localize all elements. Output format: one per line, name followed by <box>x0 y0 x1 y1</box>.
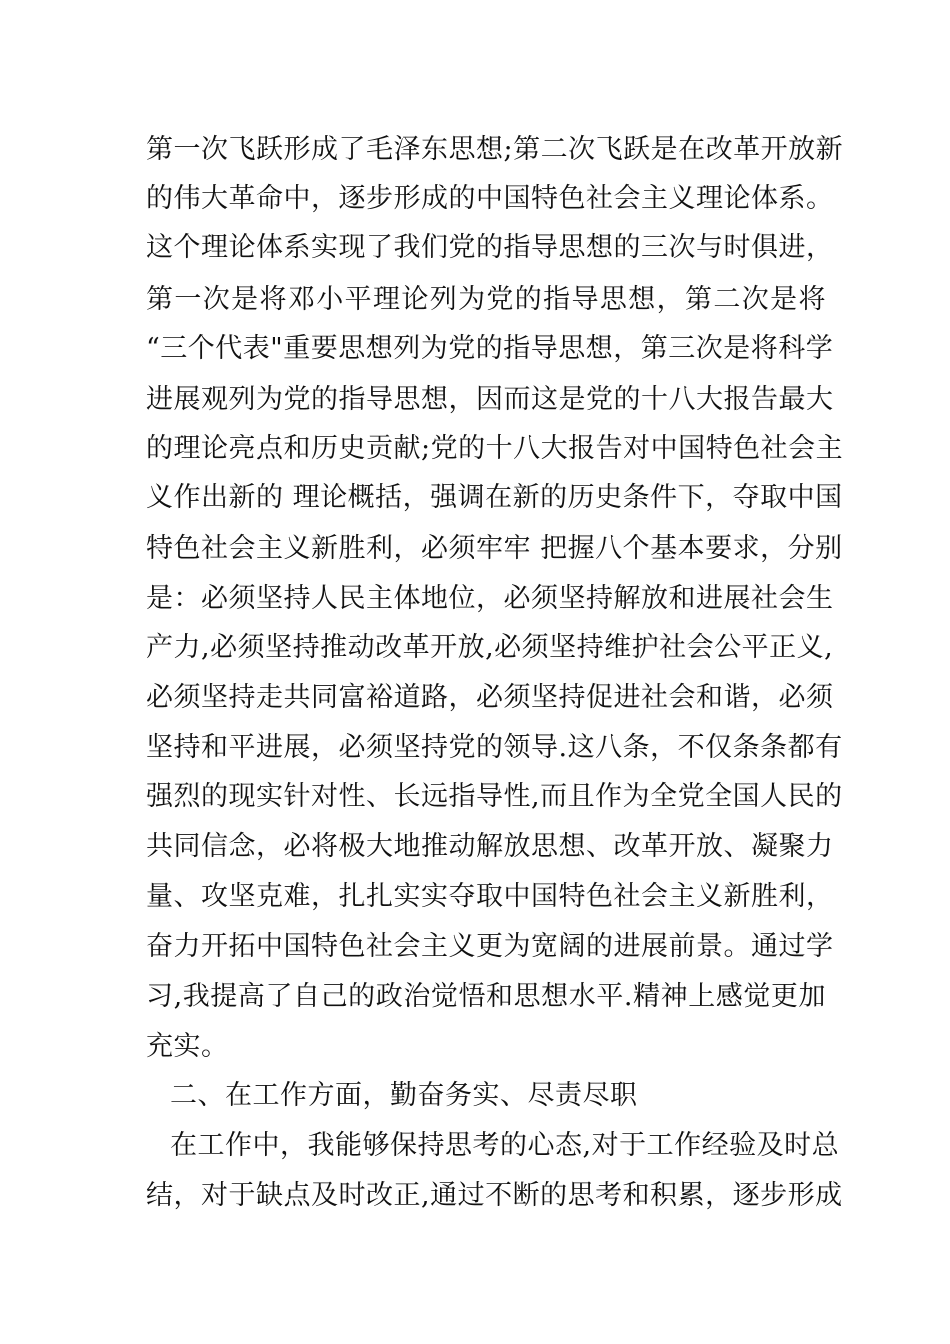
text-line: 是：必须坚持人民主体地位，必须坚持解放和进展社会生 <box>146 583 834 614</box>
text-line: 这个理论体系实现了我们党的指导思想的三次与时俱进， <box>146 232 834 263</box>
text-line: 的伟大革命中，逐步形成的中国特色社会主义理论体系。 <box>146 183 834 214</box>
text-line: 充实。 <box>146 1031 229 1062</box>
text-line: 在工作中，我能够保持思考的心态,对于工作经验及时总 <box>170 1130 840 1161</box>
text-line: 习,我提高了自己的政治觉悟和思想水平.精神上感觉更加 <box>146 981 826 1012</box>
text-line: 特色社会主义新胜利，必须牢牢 把握八个基本要求，分别 <box>146 533 843 564</box>
text-line: 奋力开拓中国特色社会主义更为宽阔的进展前景。通过学 <box>146 931 834 962</box>
text-line: 第一次是将邓小平理论列为党的指导思想，第二次是将 <box>146 284 826 315</box>
text-line: 的理论亮点和历史贡献;党的十八大报告对中国特色社会主 <box>146 433 844 464</box>
text-line: 义作出新的 理论概括，强调在新的历史条件下，夺取中国 <box>146 482 843 513</box>
text-line: 共同信念，必将极大地推动解放思想、改革开放、凝聚力 <box>146 831 834 862</box>
text-line: “三个代表"重要思想列为党的指导思想，第三次是将科学 <box>146 333 834 364</box>
text-line: 坚持和平进展，必须坚持党的领导.这八条，不仅条条都有 <box>146 732 843 763</box>
section-heading: 二、在工作方面，勤奋务实、尽责尽职 <box>170 1080 638 1111</box>
text-line: 量、攻坚克难，扎扎实实夺取中国特色社会主义新胜利， <box>146 881 834 912</box>
text-line: 产力,必须坚持推动改革开放,必须坚持维护社会公平正义, <box>146 632 834 663</box>
text-line: 第一次飞跃形成了毛泽东思想;第二次飞跃是在改革开放新 <box>146 134 844 165</box>
text-line: 进展观列为党的指导思想，因而这是党的十八大报告最大 <box>146 384 834 415</box>
text-line: 强烈的现实针对性、长远指导性,而且作为全党全国人民的 <box>146 781 843 812</box>
text-line: 必须坚持走共同富裕道路，必须坚持促进社会和谐，必须 <box>146 682 834 713</box>
text-line: 结，对于缺点及时改正,通过不断的思考和积累，逐步形成 <box>146 1180 843 1211</box>
